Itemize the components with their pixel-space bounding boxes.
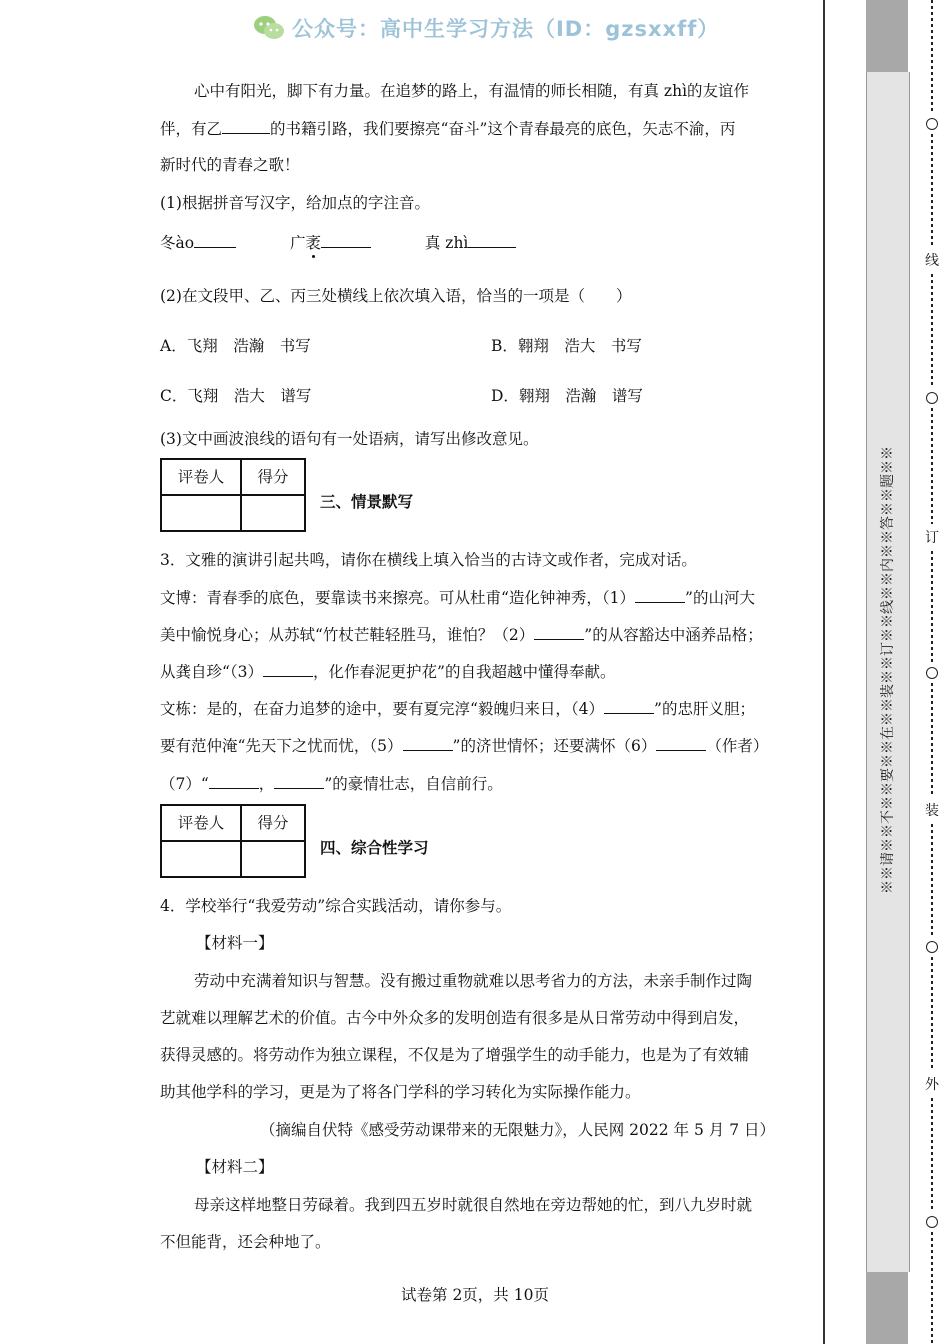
wechat-icon bbox=[252, 14, 286, 42]
section3-line-6 bbox=[160, 772, 503, 795]
binding-hole-icon bbox=[926, 1216, 938, 1228]
q1-b-dotted-char: 袤 bbox=[305, 234, 321, 252]
section3-line-1 bbox=[160, 586, 755, 609]
passage-line-3: 新时代的青春之歌！ bbox=[160, 156, 300, 174]
section4-intro: 4．学校举行“我爱劳动”综合实践活动，请你参与。 bbox=[160, 897, 512, 915]
watermark-text: 公众号：高中生学习方法（ID：gzsxxff） bbox=[292, 17, 720, 41]
q1-a-label: 冬ào bbox=[160, 234, 195, 252]
passage-line-1: 心中有阳光，脚下有力量。在追梦的路上，有温情的师长相随，有真 zhì的友谊作 bbox=[194, 82, 750, 100]
dialog-text: （作者） bbox=[706, 737, 769, 755]
binding-mark-line: 线 bbox=[925, 253, 939, 269]
passage-text: 的书籍引路，我们要擦亮“奋斗”这个青春最亮的底色，矢志不渝，丙 bbox=[270, 120, 736, 138]
score-box-section3 bbox=[160, 458, 306, 532]
section3-line-3 bbox=[160, 660, 615, 683]
blank-2[interactable] bbox=[534, 623, 584, 640]
dialog-text: 文栋：是的，在奋力追梦的途中，要有夏完淳“毅魄归来日，（4） bbox=[160, 700, 605, 718]
passage-text: 伴，有乙 bbox=[160, 120, 223, 138]
dialog-text: 要有范仲淹“先天下之忧而忧，（5） bbox=[160, 737, 403, 755]
dialog-text: 文博：青春季的底色，要靠读书来擦亮。可从杜甫“造化钟神秀，（1） bbox=[160, 589, 636, 607]
q2-text: (2)在文段甲、乙、丙三处横线上依次填入语，恰当的一项是（ ） bbox=[160, 287, 632, 305]
binding-dotted-line bbox=[931, 134, 933, 246]
material1-line-4: 助其他学科的学习，更是为了将各门学科的学习转化为实际操作能力。 bbox=[160, 1083, 641, 1101]
binding-dotted-line bbox=[931, 1232, 933, 1344]
q2-option-d[interactable]: D．翱翔 浩瀚 谱写 bbox=[491, 387, 643, 405]
binding-mark-bind: 装 bbox=[925, 803, 939, 819]
section3-intro: 3．文雅的演讲引起共鸣，请你在横线上填入恰当的古诗文或作者，完成对话。 bbox=[160, 551, 697, 569]
q2-option-c[interactable]: C．飞翔 浩大 谱写 bbox=[160, 387, 312, 405]
binding-hole-icon bbox=[926, 941, 938, 953]
dialog-text: ， bbox=[258, 775, 275, 793]
page-footer: 试卷第 2页，共 10页 bbox=[401, 1286, 549, 1304]
q1-c-blank[interactable] bbox=[468, 231, 516, 248]
binding-dotted-line bbox=[931, 824, 933, 938]
q1-b-blank[interactable] bbox=[321, 231, 371, 248]
q1-a-blank[interactable] bbox=[194, 231, 236, 248]
material1-label: 【材料一】 bbox=[196, 934, 274, 952]
dialog-text: 从龚自珍“（3） bbox=[160, 663, 264, 681]
reviewer-label: 评卷人 bbox=[177, 814, 225, 832]
binding-hole-icon bbox=[926, 392, 938, 404]
q2-option-b[interactable]: B．翱翔 浩大 书写 bbox=[491, 337, 642, 355]
blank-7b[interactable] bbox=[274, 772, 324, 789]
blank-5[interactable] bbox=[403, 734, 453, 751]
material1-line-3: 获得灵感的。将劳动作为独立课程，不仅是为了增强学生的动手能力，也是为了有效辅 bbox=[160, 1046, 750, 1064]
blank-4[interactable] bbox=[604, 697, 654, 714]
reviewer-label: 评卷人 bbox=[177, 468, 225, 486]
dialog-text: ，化作春泥更护花”的自我超越中懂得奉献。 bbox=[313, 663, 616, 681]
gutter-warning-text: ※※请※※不※※要※※在※※装※※订※※线※※内※※答※※题※※ bbox=[880, 446, 896, 894]
material1-source: （摘编自伏特《感受劳动课带来的无限魅力》，人民网 2022 年 5 月 7 日） bbox=[260, 1121, 775, 1139]
binding-dotted-line bbox=[931, 551, 933, 663]
dialog-text: ”的豪情壮志，自信前行。 bbox=[324, 775, 503, 793]
blank-7a[interactable] bbox=[209, 772, 259, 789]
material2-line-2: 不但能背，还会种地了。 bbox=[160, 1233, 331, 1251]
dialog-text: ”的从容豁达中涵养品格； bbox=[584, 626, 763, 644]
gutter-bottom-block bbox=[866, 1272, 908, 1344]
binding-dotted-line bbox=[931, 0, 933, 112]
dialog-text: ”的济世情怀；还要满怀（6） bbox=[452, 737, 657, 755]
section3-line-5 bbox=[160, 734, 768, 757]
dialog-text: 美中愉悦身心；从苏轼“竹杖芒鞋轻胜马，谁怕？（2） bbox=[160, 626, 535, 644]
score-box-section4 bbox=[160, 804, 306, 878]
binding-dotted-line bbox=[931, 683, 933, 797]
q1-answer-row bbox=[160, 231, 516, 254]
gutter-top-block bbox=[866, 0, 908, 72]
score-label: 得分 bbox=[257, 814, 289, 832]
material1-line-2: 艺就难以理解艺术的价值。古今中外众多的发明创造有很多是从日常劳动中得到启发， bbox=[160, 1009, 750, 1027]
gutter-warning bbox=[866, 360, 908, 980]
section4-title: 四、综合性学习 bbox=[320, 839, 429, 857]
q2-option-a[interactable]: A．飞翔 浩瀚 书写 bbox=[160, 337, 311, 355]
passage-line-2 bbox=[160, 117, 735, 140]
section3-line-2 bbox=[160, 623, 763, 646]
section3-line-4 bbox=[160, 697, 755, 720]
blank-6[interactable] bbox=[656, 734, 706, 751]
binding-dotted-line bbox=[931, 274, 933, 388]
q1-c-label: 真 zhì bbox=[424, 234, 469, 252]
material2-label: 【材料二】 bbox=[196, 1158, 274, 1176]
binding-dotted-line bbox=[931, 408, 933, 524]
binding-mark-outer: 外 bbox=[925, 1077, 939, 1093]
material1-line-1: 劳动中充满着知识与智慧。没有搬过重物就难以思考省力的方法，未亲手制作过陶 bbox=[194, 972, 753, 990]
score-label: 得分 bbox=[257, 468, 289, 486]
binding-hole-icon bbox=[926, 667, 938, 679]
q3-text: (3)文中画波浪线的语句有一处语病，请写出修改意见。 bbox=[160, 430, 539, 448]
material2-line-1: 母亲这样地整日劳碌着。我到四五岁时就很自然地在旁边帮她的忙，到八九岁时就 bbox=[194, 1196, 753, 1214]
blank-yi[interactable] bbox=[222, 117, 270, 134]
watermark bbox=[252, 12, 719, 44]
q1-text: (1)根据拼音写汉字，给加点的字注音。 bbox=[160, 194, 430, 212]
section3-title: 三、情景默写 bbox=[320, 493, 414, 511]
q1-b-label: 广 bbox=[289, 234, 306, 252]
binding-mark-order: 订 bbox=[925, 530, 939, 546]
dialog-text: ”的山河大 bbox=[685, 589, 755, 607]
dialog-text: （7）“ bbox=[160, 775, 209, 793]
dialog-text: ”的忠肝义胆； bbox=[654, 700, 755, 718]
margin-frame-line bbox=[823, 0, 825, 1344]
blank-1[interactable] bbox=[635, 586, 685, 603]
binding-dotted-line bbox=[931, 957, 933, 1071]
blank-3[interactable] bbox=[263, 660, 313, 677]
binding-dotted-line bbox=[931, 1098, 933, 1212]
binding-hole-icon bbox=[926, 118, 938, 130]
